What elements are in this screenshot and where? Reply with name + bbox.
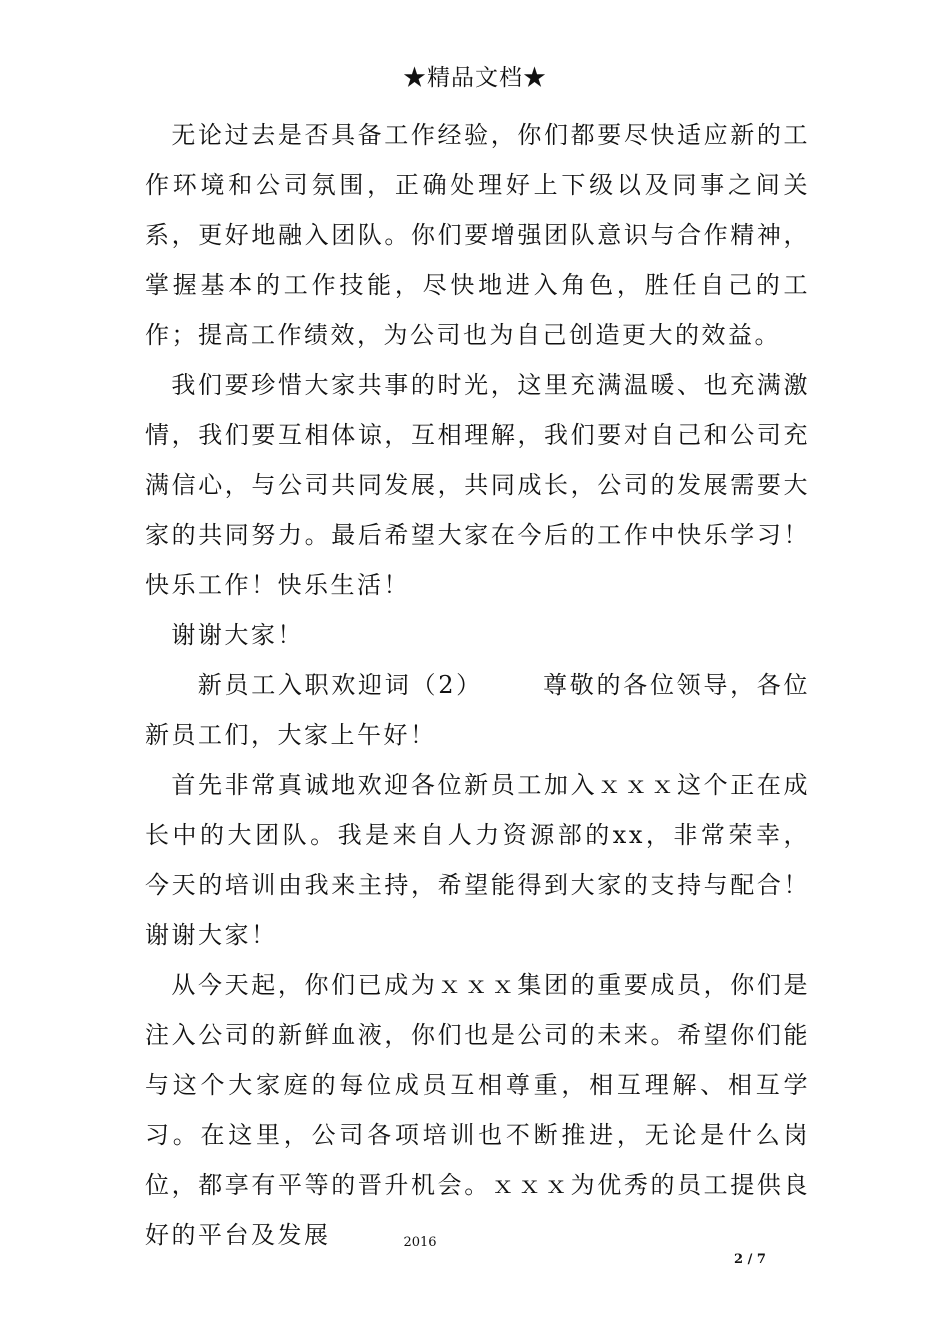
section-heading-paragraph bbox=[145, 660, 810, 760]
paragraph-thanks: 谢谢大家！ bbox=[171, 621, 304, 649]
paragraph-from-today: 从今天起，你们已成为ｘｘｘ集团的重要成员，你们是注入公司的新鲜血液，你们也是公司的未来。希望你们能与这个大家庭的每位成员互相尊重，相互理解、相互学习。在这里，公司各项培训也不断推进，无论是什么岗位，都享有平等的晋升机会。ｘｘｘ为优秀的员工提供良好的平台及发展 bbox=[145, 971, 810, 1249]
paragraph-experience: 无论过去是否具备工作经验，你们都要尽快适应新的工作环境和公司氛围，正确处理好上下级以及同事之间关系，更好地融入团队。你们要增强团队意识与合作精神，掌握基本的工作技能，尽快地进入角色，胜任自己的工作；提高工作绩效，为公司也为自己创造更大的效益。 bbox=[145, 121, 810, 349]
paragraph-cherish-time: 我们要珍惜大家共事的时光，这里充满温暖、也充满激情，我们要互相体谅，互相理解，我们要对自己和公司充满信心，与公司共同发展，共同成长，公司的发展需要大家的共同努力。最后希望大家在今后的工作中快乐学习！快乐工作！快乐生活！ bbox=[145, 371, 810, 599]
document-body bbox=[145, 110, 810, 1260]
page-header-title: ★精品文档★ bbox=[403, 65, 547, 91]
section-greeting: 尊敬的各位领导，各位新员工们，大家上午好！ bbox=[145, 671, 810, 749]
footer-year: 2016 bbox=[403, 1235, 437, 1250]
section-title: 新员工入职欢迎词（2） bbox=[197, 671, 483, 699]
paragraph-welcome: 首先非常真诚地欢迎各位新员工加入ｘｘｘ这个正在成长中的大团队。我是来自人力资源部的xx，非常荣幸，今天的培训由我来主持，希望能得到大家的支持与配合！谢谢大家！ bbox=[145, 771, 810, 949]
page-number: 2 / 7 bbox=[734, 1252, 766, 1267]
